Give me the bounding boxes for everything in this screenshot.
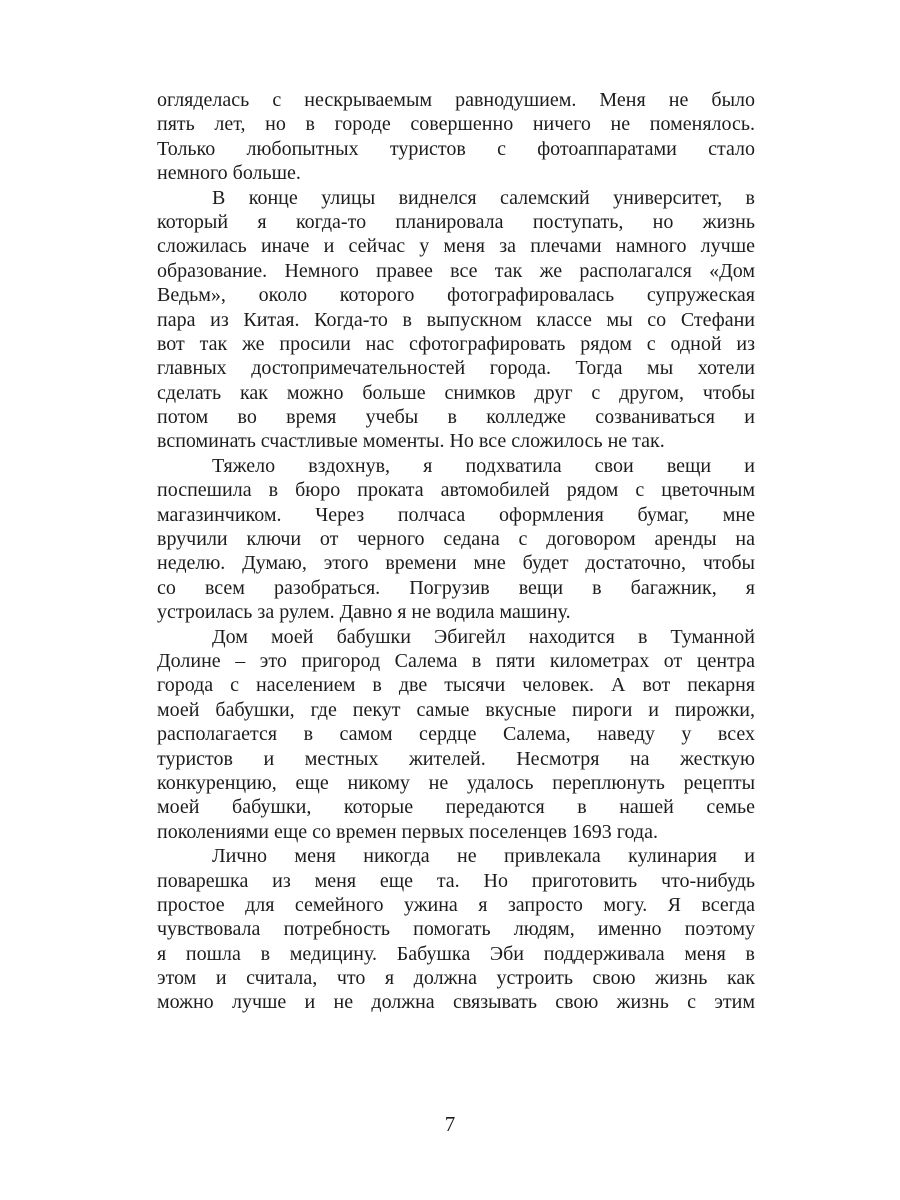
text-line: я пошла в медицину. Бабушка Эби поддерживала меня в <box>157 942 755 965</box>
text-line: потом во время учебы в колледже созваниваться и <box>157 406 755 429</box>
text-line: образование. Немного правее все так же располагался «Дом <box>157 259 755 282</box>
text-line: поварешка из меня еще та. Но приготовить что-нибудь <box>157 869 755 892</box>
text-line: со всем разобраться. Погрузив вещи в багажник, я <box>157 576 755 599</box>
text-line: неделю. Думаю, этого времени мне будет достаточно, чтобы <box>157 552 755 575</box>
text-line: магазинчиком. Через полчаса оформления бумаг, мне <box>157 503 755 526</box>
text-line: можно лучше и не должна связывать свою жизнь с этим <box>157 991 755 1014</box>
page-number: 7 <box>444 1112 456 1136</box>
text-line: моей бабушки, которые передаются в нашей семье <box>157 796 755 819</box>
text-line: Тяжело вздохнув, я подхватила свои вещи и <box>212 454 755 477</box>
text-line: сделать как можно больше снимков друг с другом, чтобы <box>157 381 755 404</box>
text-line: поколениями еще со времен первых поселенцев 1693 года. <box>157 820 658 843</box>
text-line: Лично меня никогда не привлекала кулинария и <box>212 845 755 868</box>
paragraph <box>157 844 755 1015</box>
text-line: немного больше. <box>157 162 301 185</box>
body-text <box>157 88 755 1015</box>
text-line: простое для семейного ужина я запросто могу. Я всегда <box>157 893 755 916</box>
text-line: конкуренцию, еще никому не удалось переплюнуть рецепты <box>157 771 755 794</box>
text-line: вручили ключи от черного седана с договором аренды на <box>157 528 755 551</box>
text-line: Долине – это пригород Салема в пяти километрах от центра <box>157 649 755 672</box>
paragraph <box>157 625 755 845</box>
text-line: огляделась с нескрываемым равнодушием. Меня не было <box>157 89 755 111</box>
text-line: Ведьм», около которого фотографировалась супружеская <box>157 284 755 307</box>
text-line: устроилась за рулем. Давно я не водила машину. <box>157 601 571 624</box>
text-line: города с населением в две тысячи человек. А вот пекарня <box>157 674 755 697</box>
text-line: моей бабушки, где пекут самые вкусные пироги и пирожки, <box>157 698 755 721</box>
paragraph <box>157 454 755 625</box>
text-line: располагается в самом сердце Салема, наведу у всех <box>157 723 755 746</box>
text-line: который я когда-то планировала поступать, но жизнь <box>157 210 755 233</box>
paragraph <box>157 186 755 454</box>
text-line: туристов и местных жителей. Несмотря на жесткую <box>157 747 755 770</box>
text-line: вот так же просили нас сфотографировать рядом с одной из <box>157 332 755 355</box>
text-line: пять лет, но в городе совершенно ничего не поменялось. <box>157 113 755 136</box>
text-line: сложилась иначе и сейчас у меня за плечами намного лучше <box>157 235 755 258</box>
text-line: главных достопримечательностей города. Тогда мы хотели <box>157 357 755 380</box>
text-line: пара из Китая. Когда-то в выпускном классе мы со Стефани <box>157 308 755 331</box>
text-line: В конце улицы виднелся салемский университет, в <box>212 186 755 209</box>
text-line: вспоминать счастливые моменты. Но все сложилось не так. <box>157 430 665 453</box>
text-line: поспешила в бюро проката автомобилей рядом с цветочным <box>157 479 755 502</box>
text-line: чувствовала потребность помогать людям, именно поэтому <box>157 918 755 941</box>
text-line: этом и считала, что я должна устроить свою жизнь как <box>157 967 755 990</box>
text-line: Только любопытных туристов с фотоаппаратами стало <box>157 137 755 160</box>
paragraph <box>157 88 755 186</box>
text-line: Дом моей бабушки Эбигейл находится в Туманной <box>212 625 755 648</box>
